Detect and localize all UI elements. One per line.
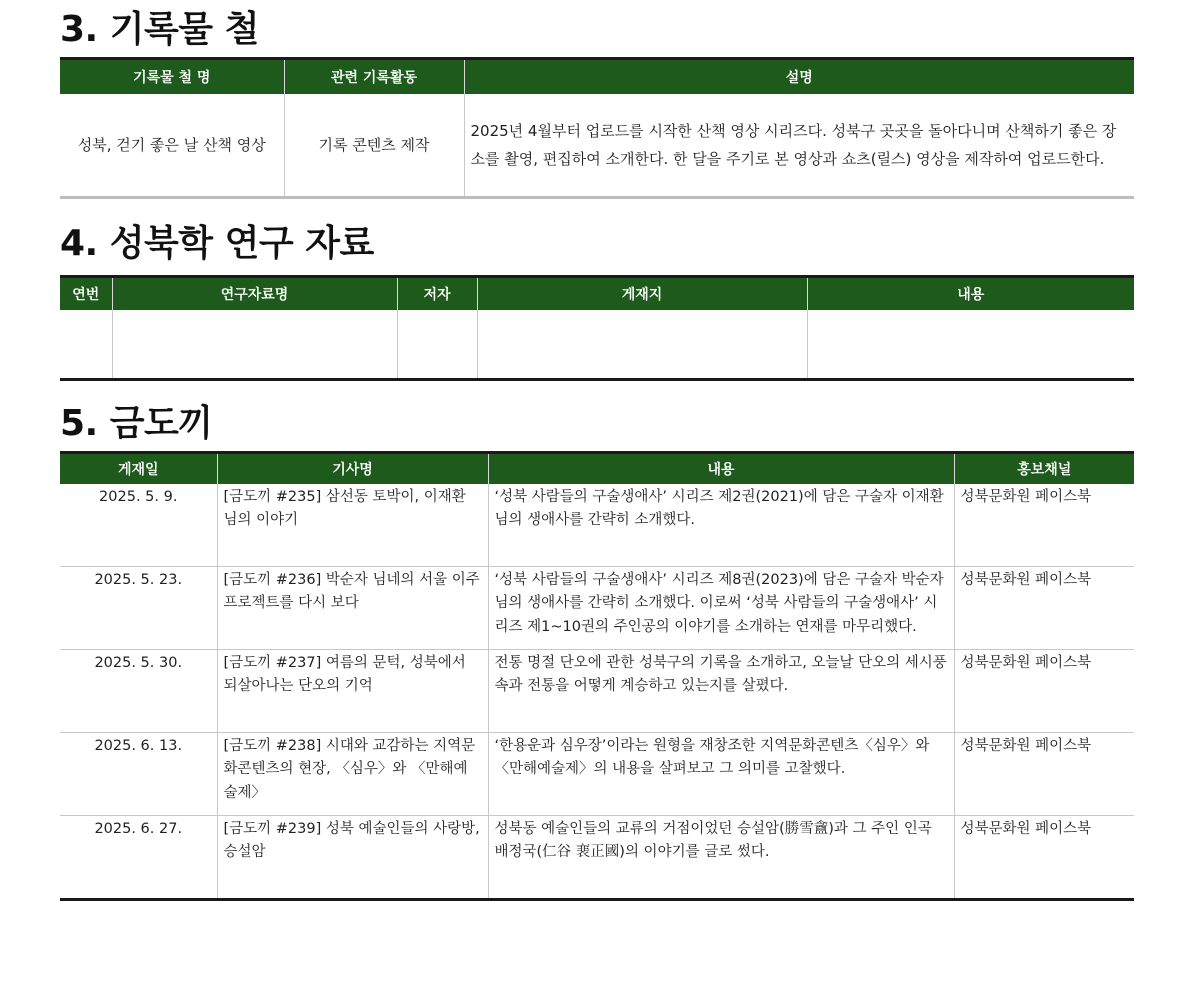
column-header: 내용 <box>488 453 954 485</box>
article-title: [금도끼 #237] 여름의 문턱, 성북에서 되살아나는 단오의 기억 <box>217 650 488 733</box>
article-title: [금도끼 #239] 성북 예술인들의 사랑방, 승설암 <box>217 816 488 900</box>
article-title: [금도끼 #235] 삼선동 토박이, 이재환 님의 이야기 <box>217 484 488 567</box>
article-title: [금도끼 #236] 박순자 님네의 서울 이주 프로젝트를 다시 보다 <box>217 567 488 650</box>
column-header: 기사명 <box>217 453 488 485</box>
table-row-empty <box>60 310 1134 380</box>
article-content: ‘한용운과 심우장’이라는 원형을 재창조한 지역문화콘텐츠〈심우〉와 〈만해예술제〉의 내용을 살펴보고 그 의미를 고찰했다. <box>488 733 954 816</box>
article-content: ‘성북 사람들의 구술생애사’ 시리즈 제8권(2023)에 담은 구술자 박순자 님의 생애사를 간략히 소개했다. 이로써 ‘성북 사람들의 구술생애사’ 시리즈 제1~10권의 주인공의 이야기를 소개하는 연재를 마무리했다. <box>488 567 954 650</box>
article-channel: 성북문화원 페이스북 <box>954 567 1134 650</box>
column-header: 내용 <box>807 277 1134 311</box>
table-row <box>60 816 1134 900</box>
record-activity-cell: 기록 콘텐츠 제작 <box>284 94 464 198</box>
table-cell <box>60 310 112 380</box>
section-research <box>60 222 1134 381</box>
article-channel: 성북문화원 페이스북 <box>954 733 1134 816</box>
column-header: 홍보채널 <box>954 453 1134 485</box>
column-header: 연번 <box>60 277 112 311</box>
table-row <box>60 94 1134 198</box>
records-table <box>60 57 1134 199</box>
record-name-cell: 성북, 걷기 좋은 날 산책 영상 <box>77 136 266 155</box>
article-channel: 성북문화원 페이스북 <box>954 484 1134 567</box>
article-content: 전통 명절 단오에 관한 성북구의 기록을 소개하고, 오늘날 단오의 세시풍속과 전통을 어떻게 계승하고 있는지를 살폈다. <box>488 650 954 733</box>
column-header: 설명 <box>464 59 1134 95</box>
article-date: 2025. 5. 23. <box>60 567 217 650</box>
column-header: 게재일 <box>60 453 217 485</box>
article-title: [금도끼 #238] 시대와 교감하는 지역문화콘텐츠의 현장, 〈심우〉와 〈만해예술제〉 <box>217 733 488 816</box>
article-date: 2025. 5. 9. <box>99 489 178 506</box>
section-title: 4. 성북학 연구 자료 <box>60 223 374 264</box>
article-date: 2025. 6. 13. <box>60 733 217 816</box>
column-header: 저자 <box>397 277 477 311</box>
article-date: 2025. 5. 30. <box>60 650 217 733</box>
section-title: 5. 금도끼 <box>60 403 213 444</box>
table-row <box>60 650 1134 733</box>
table-header-row <box>60 453 1134 485</box>
table-cell <box>477 310 807 380</box>
section-records <box>60 8 1134 199</box>
article-content: 성북동 예술인들의 교류의 거점이었던 승설암(勝雪盦)과 그 주인 인곡 배정국(仁谷 裵正國)의 이야기를 글로 썼다. <box>488 816 954 900</box>
articles-table <box>60 451 1134 901</box>
article-channel: 성북문화원 페이스북 <box>954 816 1134 900</box>
table-row <box>60 484 1134 567</box>
column-header: 관련 기록활동 <box>284 59 464 95</box>
column-header: 연구자료명 <box>112 277 397 311</box>
article-content: ‘성북 사람들의 구술생애사’ 시리즈 제2권(2021)에 담은 구술자 이재환 님의 생애사를 간략히 소개했다. <box>488 484 954 567</box>
table-header-row <box>60 59 1134 95</box>
column-header: 게재지 <box>477 277 807 311</box>
research-table <box>60 275 1134 381</box>
table-cell <box>112 310 397 380</box>
table-header-row <box>60 277 1134 311</box>
table-row <box>60 733 1134 816</box>
section-title: 3. 기록물 철 <box>60 9 259 50</box>
table-row <box>60 567 1134 650</box>
record-description-cell: 2025년 4월부터 업로드를 시작한 산책 영상 시리즈다. 성북구 곳곳을 돌아다니며 산책하기 좋은 장소를 촬영, 편집하여 소개한다. 한 달을 주기로 본 영상과 쇼츠(릴스) 영상을 제작하여 업로드한다. <box>464 94 1134 198</box>
section-geumdokki <box>60 402 1134 901</box>
column-header: 기록물 철 명 <box>60 59 284 95</box>
article-channel: 성북문화원 페이스북 <box>954 650 1134 733</box>
table-cell <box>807 310 1134 380</box>
article-date: 2025. 6. 27. <box>60 816 217 900</box>
table-cell <box>397 310 477 380</box>
